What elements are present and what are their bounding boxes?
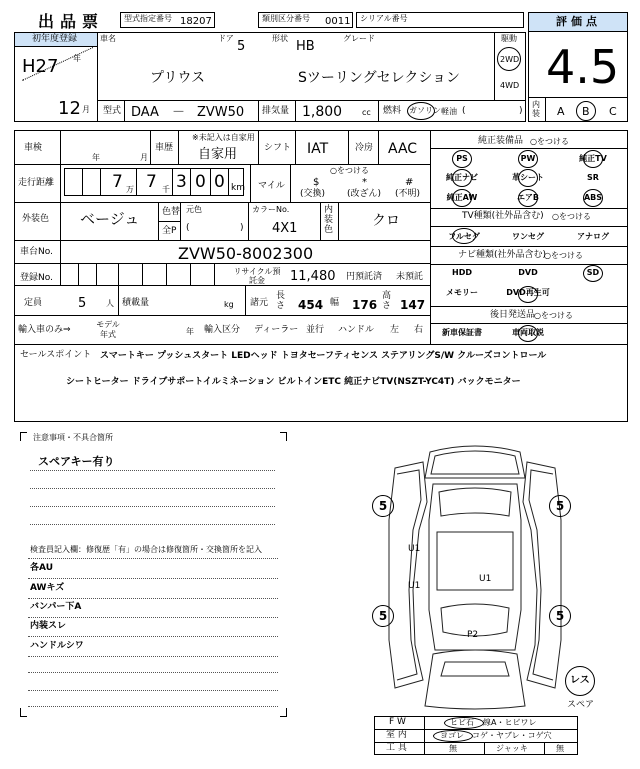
first-reg-year-unit: 年 — [73, 54, 81, 63]
score-label: 評価点 — [556, 15, 601, 28]
interior-color: クロ — [372, 213, 400, 229]
model-code-label: 型式指定番号 — [124, 14, 172, 23]
mileage-label: 走行距離 — [18, 178, 55, 188]
reg-label: 登録No. — [20, 273, 53, 283]
tire-rear-right: 5 — [549, 605, 571, 627]
tire-rear-left: 5 — [372, 605, 394, 627]
recycle-label: リサイクル預託金 — [233, 267, 281, 285]
capacity: 5 — [78, 296, 87, 311]
first-reg-month-unit: 月 — [82, 105, 90, 114]
interior-rest: コゲ・ヤブレ・コゲ穴 — [472, 731, 552, 740]
light-oil-label: 軽油 — [441, 107, 457, 116]
length: 454 — [298, 298, 324, 312]
fw-rest: 線A・ヒビワレ — [483, 718, 537, 727]
drive-4wd: 4WD — [500, 81, 520, 90]
disp-unit: cc — [362, 108, 371, 117]
damage-mark-3: U1 — [479, 574, 492, 584]
fuel-label: 燃料 — [383, 106, 402, 116]
after-item: 新車保証書 — [442, 328, 482, 337]
tools-label: 工 具 — [386, 743, 407, 753]
mileage-digit-2: 7 — [146, 172, 157, 192]
equipment-item: 純正ナビ — [446, 173, 478, 182]
drive-label: 駆動 — [501, 34, 517, 43]
tv-item: ワンセグ — [512, 232, 544, 241]
first-reg-year: H27 — [22, 56, 59, 77]
first-reg-label: 初年度登録 — [32, 34, 78, 44]
recycle-amount: 11,480 — [290, 269, 336, 284]
displacement: 1,800 — [302, 104, 343, 120]
status-circle-note: ○をつける — [330, 166, 369, 175]
mileage-digit-1: 7 — [112, 172, 123, 192]
navi-item: DVD — [518, 268, 538, 277]
fw-circled: ヒビ石 — [450, 718, 474, 727]
type-code: ZVW50 — [197, 105, 245, 120]
model-code: 18207 — [180, 16, 212, 27]
equipment-item: SR — [587, 173, 599, 182]
spare-label: スペア — [567, 700, 595, 710]
history-label: 車歴 — [155, 143, 174, 153]
equipment-item: PS — [456, 154, 468, 163]
fuel: ガソリン — [409, 106, 441, 115]
height: 147 — [400, 298, 426, 312]
equipment-title: 純正装備品 — [478, 136, 524, 146]
score-value: 4.5 — [546, 40, 620, 94]
interior-grade-c: C — [609, 105, 617, 118]
mileage-digit-4: 0 — [195, 172, 206, 192]
car-name: プリウス — [150, 70, 206, 86]
chassis-label: 車台No. — [20, 247, 53, 257]
interior-circled: ヨゴレ — [440, 731, 464, 740]
type-dash: － — [172, 105, 186, 120]
color-label: 外装色 — [22, 214, 50, 224]
history: 自家用 — [198, 147, 238, 162]
class-code-label: 類別区分番号 — [262, 14, 310, 23]
mile-label: マイル — [258, 181, 285, 191]
doors: 5 — [237, 39, 246, 54]
drive-2wd: 2WD — [500, 55, 520, 64]
first-reg-month: 12 — [58, 98, 81, 119]
notes-line-1: スペアキー有り — [38, 455, 115, 468]
selling-points-line1: スマートキー プッシュスタート LEDヘッド トヨタセーフティセンス ステアリングS/W クルーズコントロール — [100, 351, 547, 361]
damage-mark-2: U1 — [408, 581, 421, 591]
interior-grade-label: 内装 — [532, 100, 540, 118]
document-title: 出品票 — [38, 12, 105, 31]
shaken-label: 車検 — [24, 143, 43, 153]
disp-label: 排気量 — [262, 106, 290, 116]
ac-label: 冷房 — [355, 143, 374, 153]
navi-item: SD — [586, 268, 600, 277]
inspector-line: バンパー下A — [30, 602, 82, 612]
equipment-item: PW — [520, 154, 536, 163]
damage-mark-4: P2 — [467, 630, 479, 640]
after-item: 車両取説 — [512, 328, 544, 337]
notes-label: 注意事項・不具合箇所 — [33, 433, 113, 442]
mileage-digit-5: 0 — [214, 172, 225, 192]
mileage-digit-3: 3 — [176, 172, 187, 192]
equipment-item: ABS — [583, 193, 603, 202]
class-code: 0011 — [325, 16, 351, 27]
fw-label: F W — [389, 717, 406, 727]
ac: AAC — [388, 141, 418, 157]
inspector-line: ハンドルシワ — [30, 641, 84, 651]
serial-label: シリアル番号 — [360, 14, 408, 23]
tire-front-left: 5 — [372, 495, 394, 517]
interior-grade-b: B — [582, 105, 590, 118]
tools-col3: 無 — [556, 744, 564, 753]
equipment-item: 純正AW — [446, 193, 478, 202]
shift-label: シフト — [264, 143, 292, 153]
navi-item: メモリー — [446, 288, 478, 297]
selling-points-line2: シートヒーター ドライブサポートイルミネーション ビルトインETC 純正ナビTV(NSZT-YC4T) バックモニター — [66, 377, 521, 387]
type-label: 型式 — [103, 106, 122, 116]
equipment-item: 革シート — [512, 173, 544, 182]
shape: HB — [296, 39, 315, 54]
exterior-color: ベージュ — [80, 210, 140, 228]
inspector-line: 内装スレ — [30, 621, 67, 631]
shape-label: 形状 — [272, 34, 288, 43]
chassis-number: ZVW50-8002300 — [178, 244, 314, 263]
navi-item: HDD — [452, 268, 472, 277]
equipment-item: 純正TV — [579, 154, 607, 163]
inspector-label: 検査員記入欄：修復歴「有」の場合は修復箇所・交換箇所を記入 — [30, 545, 262, 554]
damage-mark-1: U1 — [408, 544, 421, 554]
tools-col1: 無 — [449, 744, 457, 753]
selling-points-label: セールスポイント — [20, 350, 92, 360]
door-label: ドア — [218, 34, 234, 43]
car-name-label: 車名 — [100, 34, 116, 43]
spare-value: レス — [570, 675, 590, 686]
tools-jack: ジャッキ — [496, 744, 528, 753]
width: 176 — [352, 298, 378, 312]
tv-item: フルセグ — [448, 232, 480, 241]
tv-item: アナログ — [577, 232, 609, 241]
navi-item: DVD再生可 — [506, 288, 550, 297]
inspector-line: 各AU — [30, 563, 53, 573]
interior-label: 室 内 — [386, 730, 407, 740]
type-prefix: DAA — [131, 105, 159, 120]
tire-front-right: 5 — [549, 495, 571, 517]
color-no: 4X1 — [272, 221, 298, 236]
grade-label: グレード — [343, 34, 375, 43]
car-damage-diagram — [375, 440, 575, 712]
shift: IAT — [307, 141, 329, 157]
equipment-item: エアB — [516, 193, 540, 202]
interior-grade-a: A — [557, 105, 565, 118]
inspector-line: AWキズ — [30, 583, 65, 593]
history-note: ※未記入は自家用 — [192, 133, 255, 142]
grade: Sツーリングセレクション — [298, 70, 461, 86]
